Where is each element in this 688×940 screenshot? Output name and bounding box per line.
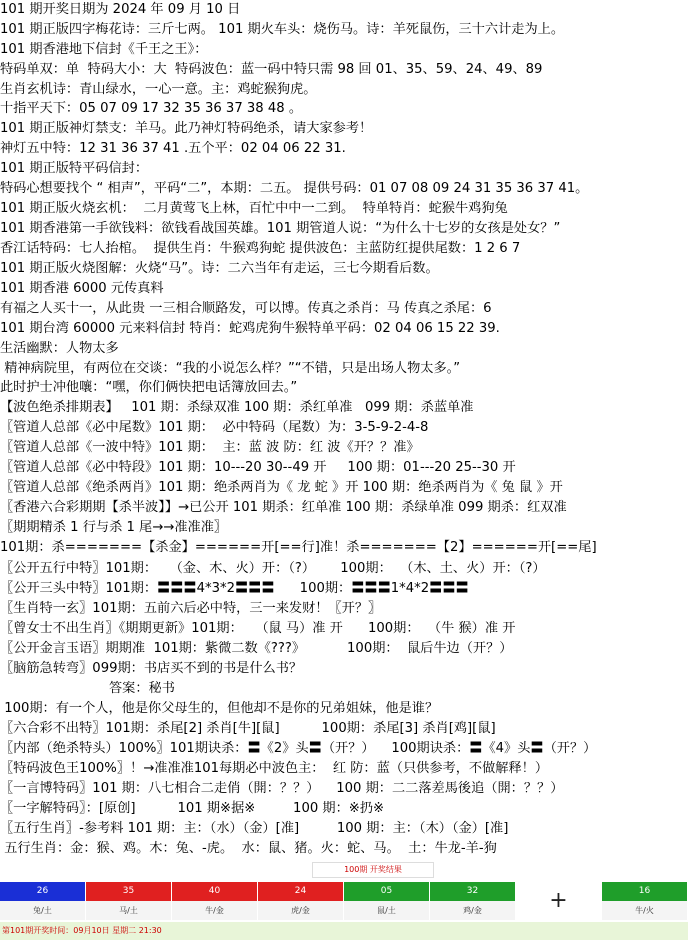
text-line: 101 期香港地下信封《千王之王》：	[0, 42, 208, 57]
draw-result-label	[312, 862, 434, 878]
ball-number: 16	[602, 882, 687, 901]
text-line: 特码心想要找个 “ 相声”，平码“二”，本期：二五。 提供号码：01 07 08 09 24 31 35 36 37 41。	[0, 181, 589, 196]
text-line: 精神病院里，有两位在交谈：“我的小说怎么样？”“不错，只是出场人物太多。”	[0, 361, 461, 376]
result-ball	[86, 882, 172, 920]
text-line: 101 期台湾 60000 元来料信封 特肖：蛇鸡虎狗牛猴特单平码：02 04 06 15 22 39.	[0, 321, 500, 336]
result-ball	[258, 882, 344, 920]
result-ball	[344, 882, 430, 920]
result-ball	[602, 882, 688, 920]
text-line: 生活幽默：人物太多	[0, 341, 119, 356]
next-draw-time: 第101期开奖时间：09月10日 星期二 21:30	[0, 922, 688, 940]
draw-result-bar	[0, 882, 688, 920]
text-line: 101 期香港 6000 元传真料	[0, 281, 164, 296]
text-line: 答案：秘书	[0, 681, 175, 696]
ball-zodiac: 牛/火	[602, 901, 687, 920]
text-line: 【波色绝杀排期表】 101 期：杀绿双准 100 期：杀红单准 099 期：杀蓝单准	[0, 400, 474, 415]
text-line: 100期：有一个人，他是你父母生的，但他却不是你的兄弟姐妹，他是谁？	[0, 701, 439, 716]
text-line: 〖一字解特码〗：[原创] 101 期※据※ 100 期：※扔※	[0, 801, 385, 816]
text-line: 有福之人买十一，从此贵 一三相合顺路发，可以博。传真之杀肖：马 传真之杀尾：6	[0, 301, 492, 316]
result-ball	[172, 882, 258, 920]
text-line: 101 期开奖日期为 2024 年 09 月 10 日	[0, 2, 241, 17]
ball-number: 40	[172, 882, 257, 901]
text-line: 〖五行生肖〗-参考料 101 期：主：（水）（金）[准] 100 期：主：（木）（金）[准]	[0, 821, 509, 836]
text-line: 〖曾女士不出生肖〗《期期更新》101期： （鼠 马）准 开 100期： （牛 猴）准 开	[0, 621, 516, 636]
draw-result-text: 开奖结果	[369, 865, 402, 874]
text-line: 〖公开金言玉语〗期期准 101期：紫微二数《???》 100期： 鼠后牛边（开？）	[0, 641, 513, 656]
text-line: 〖脑筋急转弯〗099期：书店买不到的书是什么书？	[0, 661, 303, 676]
text-line: 101 期正版火烧图解：火烧“马”。诗：二六当年有走运，三七今期看后数。	[0, 261, 439, 276]
text-line: 〖内部（绝杀特头）100%〗101期诀杀：〓《2》头〓（开？） 100期诀杀：〓《4》头〓（开？）	[0, 741, 597, 756]
draw-period: 100期	[344, 865, 368, 874]
text-line: 特码单双：单 特码大小：大 特码波色：蓝一码中特只需 98 回 01、35、59、24、49、89	[0, 62, 543, 77]
ball-number: 35	[86, 882, 171, 901]
text-line: 十指平天下：05 07 09 17 32 35 36 37 38 48 。	[0, 101, 303, 116]
ball-zodiac: 虎/金	[258, 901, 343, 920]
text-line: 香江话特码：七人抬棺。 提供生肖：牛猴鸡狗蛇 提供波色：主蓝防红提供尾数：1 2 6 7	[0, 241, 521, 256]
text-line: 〖公开三头中特〗101期：〓〓〓4*3*2〓〓〓 100期：〓〓〓1*4*2〓〓〓	[0, 581, 469, 596]
result-ball	[430, 882, 516, 920]
result-ball	[0, 882, 86, 920]
text-line: 101期：杀=======【杀金】======开[==行]准！杀=======【2】======开[==尾]	[0, 540, 597, 555]
ball-zodiac: 兔/土	[0, 901, 85, 920]
text-line: 101 期正版神灯禁支：羊马。此乃神灯特码绝杀，请大家参考！	[0, 121, 373, 136]
text-line: 〖生肖特一玄〗101期：五前六后必中特，三一来发财！〖开？〗	[0, 601, 382, 616]
text-line: 101 期香港第一手欲钱料：欲钱看战国英雄。101 期管道人说：“为什么十七岁的女孩是处女？”	[0, 221, 561, 236]
text-line: 〖六合彩不出特〗101期：杀尾[2] 杀肖[牛][鼠] 100期：杀尾[3] 杀肖[鸡][鼠]	[0, 721, 496, 736]
plus-icon: +	[516, 882, 601, 920]
text-line: 〖期期精杀 1 行与杀 1 尾→→准准准〗	[0, 520, 228, 535]
ball-number: 32	[430, 882, 515, 901]
ball-zodiac: 牛/金	[172, 901, 257, 920]
text-line: 〖管道人总部《绝杀两肖》101 期：绝杀两肖为《 龙 蛇 》开 100 期：绝杀两肖为《 兔 鼠 》开	[0, 480, 563, 495]
text-line: 神灯五中特：12 31 36 37 41 .五个平：02 04 06 22 31.	[0, 141, 346, 156]
text-line: 〖管道人总部《必中特段》101 期：10---20 30--49 开 100 期：01---20 25--30 开	[0, 460, 516, 475]
ball-zodiac: 鼠/土	[344, 901, 429, 920]
ball-number: 26	[0, 882, 85, 901]
text-line: 〖管道人总部《必中尾数》101 期： 必中特码（尾数）为：3-5-9-2-4-8	[0, 420, 429, 435]
text-line: 101 期正版特平码信封：	[0, 161, 149, 176]
ball-zodiac: 马/土	[86, 901, 171, 920]
text-line: 此时护士冲他嚷：“嘿，你们俩快把电话簿放回去。”	[0, 380, 298, 395]
text-line: 生肖玄机诗：青山绿水，一心一意。主：鸡蛇猴狗虎。	[0, 82, 317, 97]
text-line: 〖管道人总部《一波中特》101 期： 主：蓝 波 防：红 波《开？？准》	[0, 440, 420, 455]
ball-zodiac: 鸡/金	[430, 901, 515, 920]
text-line: 101 期正版四字梅花诗：三斤七两。 101 期火车头：烧伤马。诗：羊死鼠伤，三十六计走为上。	[0, 22, 565, 37]
text-line: 〖公开五行中特〗101期： （金、木、火）开：（?） 100期： （木、土、火）开：（?）	[0, 561, 546, 576]
text-line: 〖特码波色王100%〗！→准准准101每期必中波色主： 红 防：蓝（只供参考，不做解释！）	[0, 761, 549, 776]
text-line: 五行生肖：金：猴、鸡。木：兔、-虎。 水：鼠、猪。火：蛇、马。 土：牛龙-羊-狗	[0, 841, 497, 856]
ball-number: 05	[344, 882, 429, 901]
text-line: 〖香港六合彩期期【杀半波】】→已公开 101 期杀：红单准 100 期：杀绿单准 099 期杀：红双准	[0, 500, 567, 515]
text-line: 〖一言博特码〗101 期：八七相合二走俏（開：？？） 100 期：二二落差馬後追（開：？？）	[0, 781, 564, 796]
text-line: 101 期正版火烧玄机： 二月黄莺飞上林，百忙中中一二到。 特单特肖：蛇猴牛鸡狗兔	[0, 201, 508, 216]
ball-number: 24	[258, 882, 343, 901]
